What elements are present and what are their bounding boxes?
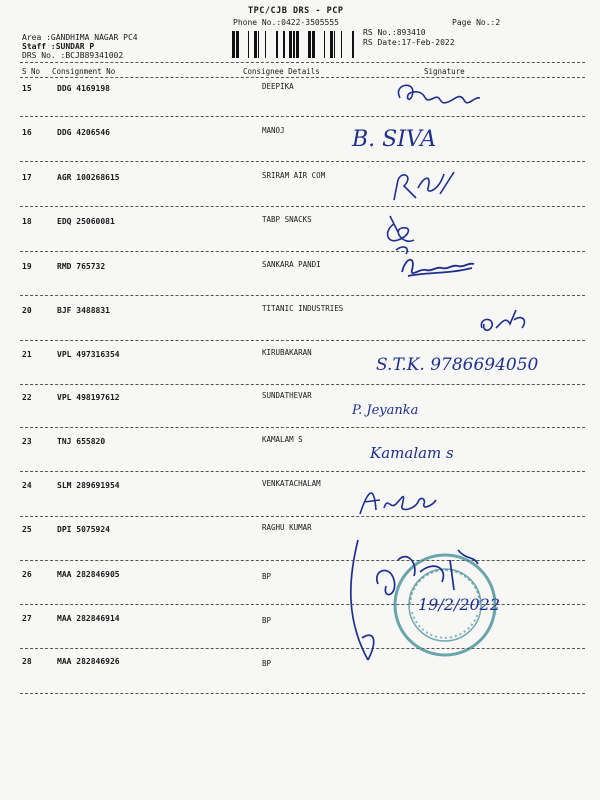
row-consignment: MAA 282846914: [57, 614, 120, 623]
row-consignment: DDG 4169198: [57, 84, 110, 93]
column-header-consignee: Consignee Details: [243, 67, 320, 76]
row-sno: 21: [22, 350, 32, 359]
row-consignee: TABP SNACKS: [262, 215, 312, 224]
sig-text-16: B. SIVA: [352, 127, 437, 152]
row-sno: 27: [22, 614, 32, 623]
staff-label: Staff :SUNDAR P: [22, 42, 95, 51]
area-label: Area :GANDHIMA NAGAR PC4: [22, 33, 138, 42]
row-sno: 20: [22, 306, 32, 315]
barcode-bar: [324, 31, 325, 58]
row-sno: 18: [22, 217, 32, 226]
row-consignee: BP: [262, 572, 272, 581]
row-consignment: VPL 498197612: [57, 393, 120, 402]
row-consignee: BP: [262, 659, 272, 668]
row-divider: [20, 161, 585, 162]
row-divider: [20, 295, 585, 296]
signature-row-22: [350, 396, 470, 422]
barcode-bar: [232, 31, 235, 58]
row-consignee: KAMALAM S: [262, 435, 303, 444]
row-sno: 24: [22, 481, 32, 490]
row-consignment: TNJ 655820: [57, 437, 106, 446]
column-header-consignment: Consignment No: [52, 67, 116, 76]
page-number: Page No.:2: [452, 18, 501, 27]
row-sno: 19: [22, 262, 32, 271]
row-sno: 23: [22, 437, 32, 446]
barcode-bar: [254, 31, 257, 58]
signature-rows-25-28: [338, 520, 538, 680]
row-consignment: SLM 289691954: [57, 481, 120, 490]
barcode-bar: [258, 31, 259, 58]
sig-text-23: Kamalam s: [370, 444, 454, 462]
barcode-bar: [265, 31, 266, 58]
row-divider: [20, 427, 585, 428]
row-sno: 17: [22, 173, 32, 182]
barcode-bar: [312, 31, 315, 58]
row-sno: 25: [22, 525, 32, 534]
row-consignee: BP: [262, 616, 272, 625]
column-header-sno: S No: [22, 67, 41, 76]
signature-row-23: [368, 436, 488, 468]
stamp-date: 19/2/2022: [418, 595, 501, 614]
row-consignment: EDQ 25060081: [57, 217, 115, 226]
row-consignee: SANKARA PANDI: [262, 260, 321, 269]
row-divider: [20, 471, 585, 472]
barcode-bar: [283, 31, 285, 58]
signature-row-18: [380, 210, 430, 256]
barcode-image: [230, 31, 358, 58]
row-divider: [20, 516, 585, 517]
row-divider: [20, 116, 585, 117]
row-consignment: AGR 100268615: [57, 173, 120, 182]
row-consignment: DPI 5075924: [57, 525, 110, 534]
row-consignment: DDG 4206546: [57, 128, 110, 137]
row-consignee: DEEPIKA: [262, 82, 294, 91]
barcode-bar: [248, 31, 249, 58]
barcode-bar: [293, 31, 295, 58]
barcode-bar: [296, 31, 299, 58]
signature-row-16: [348, 120, 448, 156]
row-divider: [20, 340, 585, 341]
signature-row-15: [390, 78, 490, 114]
sig-text-22: P. Jeyanka: [352, 403, 419, 418]
row-sno: 16: [22, 128, 32, 137]
row-divider: [20, 206, 585, 207]
row-consignment: VPL 497316354: [57, 350, 120, 359]
row-sno: 15: [22, 84, 32, 93]
row-consignee: SRIRAM AIR COM: [262, 171, 326, 180]
barcode-bar: [276, 31, 278, 58]
signature-row-21: [372, 346, 592, 380]
signature-row-17: [388, 166, 468, 206]
row-sno: 28: [22, 657, 32, 666]
divider: [20, 77, 585, 78]
sheet-title: TPC/CJB DRS - PCP: [248, 6, 344, 16]
barcode-bar: [289, 31, 292, 58]
barcode-bar: [352, 31, 354, 58]
drs-number: DRS No. :BCJB89341002: [22, 51, 124, 60]
row-consignment: BJF 3488831: [57, 306, 110, 315]
divider: [20, 62, 585, 63]
signature-row-24: [354, 480, 444, 520]
row-divider: [20, 384, 585, 385]
row-consignment: MAA 282846926: [57, 657, 120, 666]
row-consignment: RMD 765732: [57, 262, 106, 271]
row-divider: [20, 251, 585, 252]
phone-number: Phone No.:0422-3505555: [233, 18, 339, 27]
column-header-signature: Signature: [424, 67, 465, 76]
row-consignee: MANOJ: [262, 126, 285, 135]
row-consignee: TITANIC INDUSTRIES: [262, 304, 344, 313]
signature-row-20: [476, 306, 536, 336]
rs-date: RS Date:17-Feb-2022: [363, 38, 455, 47]
row-consignee: VENKATACHALAM: [262, 479, 321, 488]
row-divider: [20, 693, 585, 694]
signature-row-19: [398, 252, 478, 282]
row-consignment: MAA 282846905: [57, 570, 120, 579]
rs-number: RS No.:893410: [363, 28, 426, 37]
barcode-bar: [308, 31, 311, 58]
row-sno: 26: [22, 570, 32, 579]
barcode-bar: [341, 31, 342, 58]
row-sno: 22: [22, 393, 32, 402]
row-consignee: RAGHU KUMAR: [262, 523, 312, 532]
barcode-bar: [236, 31, 239, 58]
barcode-bar: [334, 31, 335, 58]
row-consignee: KIRUBAKARAN: [262, 348, 312, 357]
barcode-bar: [330, 31, 333, 58]
row-consignee: SUNDATHEVAR: [262, 391, 312, 400]
sig-text-21: S.T.K. 9786694050: [376, 355, 539, 375]
